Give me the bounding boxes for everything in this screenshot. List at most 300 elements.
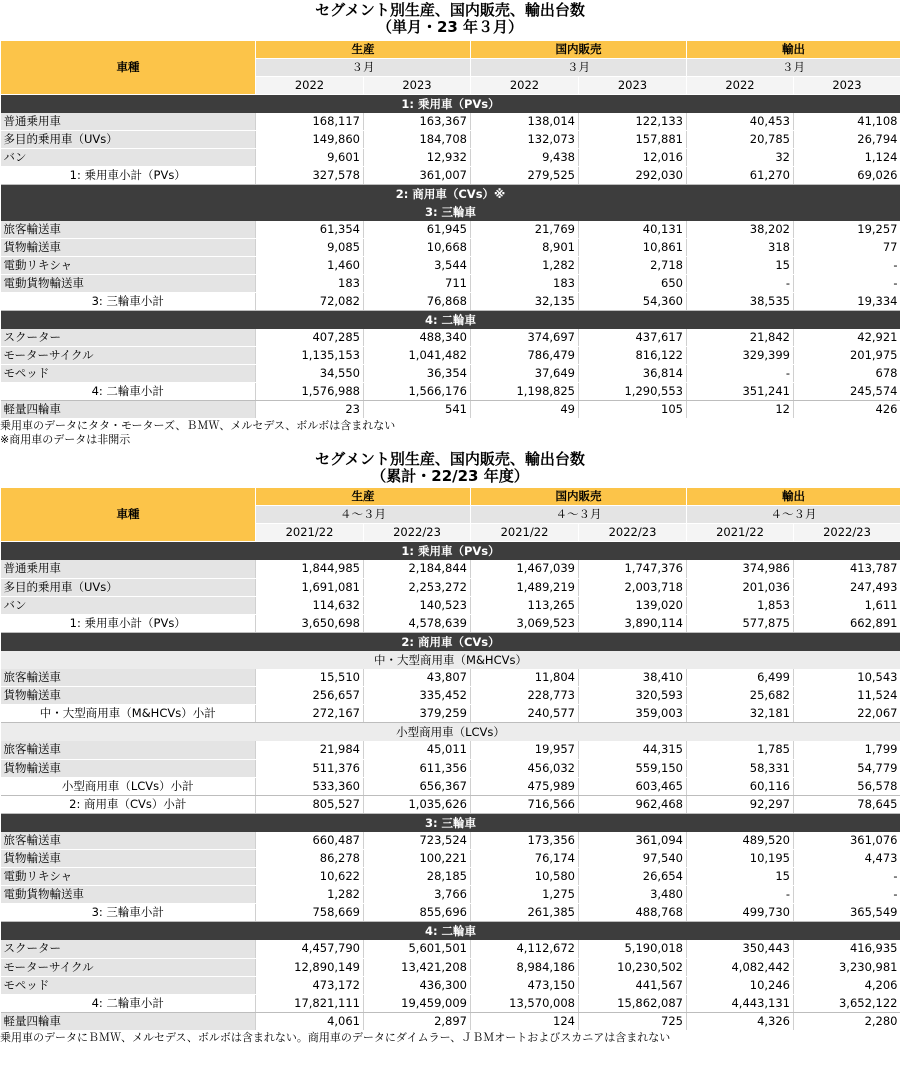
value-cell: 56,578 [794, 777, 900, 795]
table-row [1, 886, 900, 904]
value-cell: 157,881 [579, 131, 687, 149]
row-label: 多目的乗用車（UVs） [1, 578, 256, 596]
subtotal-label: 3: 三輪車小計 [1, 904, 256, 922]
value-cell: 758,669 [256, 904, 364, 922]
value-cell: 86,278 [256, 850, 364, 868]
cumulative-title-line1: セグメント別生産、国内販売、輸出台数 [315, 450, 585, 468]
row-label: 多目的乗用車（UVs） [1, 131, 256, 149]
value-cell: 26,654 [579, 868, 687, 886]
value-cell: 21,984 [256, 741, 364, 759]
row-label: 電動リキシャ [1, 868, 256, 886]
value-cell: 8,901 [471, 239, 579, 257]
year-header: 2021/22 [471, 524, 579, 542]
table-row [1, 560, 900, 578]
group-header-export: 輸出 [687, 488, 900, 506]
table-row [1, 940, 900, 958]
value-cell: 54,360 [579, 293, 687, 311]
value-cell: - [794, 257, 900, 275]
monthly-note-1: 乗用車のデータにタタ・モーターズ、ＢＭＷ、メルセデス、ボルボは含まれない [0, 419, 396, 432]
year-header: 2023 [579, 77, 687, 95]
value-cell: 4,326 [687, 1012, 794, 1030]
value-cell: 4,457,790 [256, 940, 364, 958]
value-cell: 855,696 [364, 904, 471, 922]
value-cell: 272,167 [256, 705, 364, 723]
two-wheeler-rows [1, 329, 900, 383]
table-row [1, 131, 900, 149]
row-label: スクーター [1, 329, 256, 347]
value-cell: 413,787 [794, 560, 900, 578]
cumulative-header [1, 488, 900, 542]
value-cell: 374,986 [687, 560, 794, 578]
value-cell: 473,172 [256, 976, 364, 994]
year-header: 2021/22 [687, 524, 794, 542]
value-cell: 72,082 [256, 293, 364, 311]
value-cell: 1,467,039 [471, 560, 579, 578]
value-cell: 1,566,176 [364, 383, 471, 401]
year-header: 2022 [471, 77, 579, 95]
value-cell: 45,011 [364, 741, 471, 759]
value-cell: 1,282 [471, 257, 579, 275]
value-cell: 122,133 [579, 113, 687, 131]
three-wheeler-rows [1, 832, 900, 904]
subtotal-label: 3: 三輪車小計 [1, 293, 256, 311]
value-cell: 2,253,272 [364, 578, 471, 596]
value-cell: 1,035,626 [364, 795, 471, 813]
value-cell: 1,489,219 [471, 578, 579, 596]
value-cell: 456,032 [471, 759, 579, 777]
value-cell: 2,003,718 [579, 578, 687, 596]
table-row [1, 850, 900, 868]
table-row [1, 257, 900, 275]
passenger-section [1, 542, 900, 561]
value-cell: 359,003 [579, 705, 687, 723]
value-cell: 113,265 [471, 596, 579, 614]
value-cell: 292,030 [579, 167, 687, 185]
row-label: モーターサイクル [1, 347, 256, 365]
value-cell: 3,650,698 [256, 614, 364, 632]
commercial-section [1, 632, 900, 669]
period-header: ３月 [471, 59, 687, 77]
value-cell: 475,989 [471, 777, 579, 795]
value-cell: 318 [687, 239, 794, 257]
value-cell: 5,601,501 [364, 940, 471, 958]
table-row [1, 329, 900, 347]
quadricycle-row [1, 401, 900, 419]
row-label: 旅客輸送車 [1, 741, 256, 759]
subtotal-label: 1: 乗用車小計（PVs） [1, 614, 256, 632]
value-cell: 488,340 [364, 329, 471, 347]
value-cell: 61,945 [364, 221, 471, 239]
monthly-note-2: ※商用車のデータは非開示 [0, 433, 131, 446]
value-cell: 36,814 [579, 365, 687, 383]
row-label: モペッド [1, 365, 256, 383]
value-cell: - [687, 886, 794, 904]
value-cell: 350,443 [687, 940, 794, 958]
vehicle-type-header: 車種 [1, 41, 256, 95]
two-wheeler-rows [1, 940, 900, 994]
table-row [1, 239, 900, 257]
period-header: ３月 [687, 59, 900, 77]
row-label: 貨物輸送車 [1, 687, 256, 705]
mhcv-subtotal [1, 705, 900, 723]
monthly-table [0, 40, 900, 419]
row-label: 旅客輸送車 [1, 221, 256, 239]
value-cell: 6,499 [687, 669, 794, 687]
group-header-production: 生産 [256, 41, 471, 59]
monthly-body [1, 95, 900, 114]
value-cell: 43,807 [364, 669, 471, 687]
value-cell: 1,576,988 [256, 383, 364, 401]
value-cell: 184,708 [364, 131, 471, 149]
value-cell: 10,543 [794, 669, 900, 687]
year-header: 2023 [794, 77, 900, 95]
subtotal-label: 中・大型商用車（M&HCVs）小計 [1, 705, 256, 723]
row-label: 軽量四輪車 [1, 1012, 256, 1030]
value-cell: 78,645 [794, 795, 900, 813]
subtotal-row [1, 994, 900, 1012]
period-header: ４～３月 [256, 506, 471, 524]
value-cell: 533,360 [256, 777, 364, 795]
row-label: 旅客輸送車 [1, 832, 256, 850]
value-cell: 3,544 [364, 257, 471, 275]
value-cell: - [794, 868, 900, 886]
value-cell: 1,460 [256, 257, 364, 275]
value-cell: 1,198,825 [471, 383, 579, 401]
value-cell: 11,524 [794, 687, 900, 705]
row-label: 貨物輸送車 [1, 759, 256, 777]
value-cell: 34,550 [256, 365, 364, 383]
value-cell: 12 [687, 401, 794, 419]
table-row [1, 687, 900, 705]
three-wheeler-section [1, 813, 900, 832]
lcv-section [1, 723, 900, 742]
row-label: 軽量四輪車 [1, 401, 256, 419]
value-cell: 3,069,523 [471, 614, 579, 632]
value-cell: 54,779 [794, 759, 900, 777]
value-cell: 201,036 [687, 578, 794, 596]
value-cell: 379,259 [364, 705, 471, 723]
value-cell: 656,367 [364, 777, 471, 795]
value-cell: 279,525 [471, 167, 579, 185]
year-header: 2022 [687, 77, 794, 95]
value-cell: 1,611 [794, 596, 900, 614]
row-label: バン [1, 596, 256, 614]
three-wheeler-rows [1, 221, 900, 293]
table-row [1, 868, 900, 886]
value-cell: 149,860 [256, 131, 364, 149]
value-cell: 15 [687, 257, 794, 275]
group-header-production: 生産 [256, 488, 471, 506]
value-cell: 2,897 [364, 1012, 471, 1030]
section-header-three-wheeler: 3: 三輪車 [1, 813, 900, 832]
value-cell: 577,875 [687, 614, 794, 632]
value-cell: 61,270 [687, 167, 794, 185]
value-cell: 42,921 [794, 329, 900, 347]
passenger-rows [1, 560, 900, 614]
value-cell: 22,067 [794, 705, 900, 723]
subtotal-row [1, 293, 900, 311]
value-cell: 4,061 [256, 1012, 364, 1030]
value-cell: 1,844,985 [256, 560, 364, 578]
value-cell: 15,510 [256, 669, 364, 687]
two-wheeler-subtotal [1, 994, 900, 1012]
section-header-passenger: 1: 乗用車（PVs） [1, 542, 900, 561]
value-cell: 407,285 [256, 329, 364, 347]
value-cell: 201,975 [794, 347, 900, 365]
value-cell: 256,657 [256, 687, 364, 705]
table-row [1, 596, 900, 614]
value-cell: 38,535 [687, 293, 794, 311]
year-header: 2022/23 [579, 524, 687, 542]
value-cell: 1,799 [794, 741, 900, 759]
value-cell: 1,275 [471, 886, 579, 904]
two-wheeler-section [1, 311, 900, 330]
period-header: ４～３月 [687, 506, 900, 524]
value-cell: 335,452 [364, 687, 471, 705]
cumulative-table [0, 487, 900, 1031]
table-row [1, 958, 900, 976]
section-header-two-wheeler: 4: 二輪車 [1, 922, 900, 941]
value-cell: 247,493 [794, 578, 900, 596]
value-cell: 436,300 [364, 976, 471, 994]
value-cell: 365,549 [794, 904, 900, 922]
value-cell: 1,124 [794, 149, 900, 167]
monthly-title-line2: （単月・23 年３月） [376, 18, 524, 36]
table-row [1, 347, 900, 365]
value-cell: 13,570,008 [471, 994, 579, 1012]
row-label: モペッド [1, 976, 256, 994]
vehicle-type-header: 車種 [1, 488, 256, 542]
value-cell: 327,578 [256, 167, 364, 185]
value-cell: 8,984,186 [471, 958, 579, 976]
cumulative-title [0, 447, 900, 487]
cumulative-title-line2: （累計・22/23 年度） [371, 467, 529, 485]
value-cell: 92,297 [687, 795, 794, 813]
table-row [1, 741, 900, 759]
value-cell: 9,438 [471, 149, 579, 167]
year-header: 2022 [256, 77, 364, 95]
section-header-three-wheeler: 3: 三輪車 [1, 203, 900, 221]
subtotal-row [1, 777, 900, 795]
value-cell: 245,574 [794, 383, 900, 401]
value-cell: 441,567 [579, 976, 687, 994]
quadricycle-row [1, 1012, 900, 1030]
value-cell: 13,421,208 [364, 958, 471, 976]
value-cell: 3,480 [579, 886, 687, 904]
passenger-subtotal [1, 614, 900, 632]
year-header: 2021/22 [256, 524, 364, 542]
value-cell: - [794, 275, 900, 293]
three-wheeler-subtotal [1, 904, 900, 922]
value-cell: 40,453 [687, 113, 794, 131]
value-cell: 163,367 [364, 113, 471, 131]
value-cell: 2,718 [579, 257, 687, 275]
value-cell: 3,766 [364, 886, 471, 904]
value-cell: 1,282 [256, 886, 364, 904]
value-cell: 541 [364, 401, 471, 419]
value-cell: 77 [794, 239, 900, 257]
value-cell: 168,117 [256, 113, 364, 131]
value-cell: 10,230,502 [579, 958, 687, 976]
table-row [1, 365, 900, 383]
table-row [1, 149, 900, 167]
passenger-rows [1, 113, 900, 167]
value-cell: 60,116 [687, 777, 794, 795]
table-row [1, 221, 900, 239]
value-cell: 511,376 [256, 759, 364, 777]
value-cell: 140,523 [364, 596, 471, 614]
value-cell: 17,821,111 [256, 994, 364, 1012]
value-cell: 173,356 [471, 832, 579, 850]
value-cell: 15,862,087 [579, 994, 687, 1012]
row-label: バン [1, 149, 256, 167]
value-cell: 10,861 [579, 239, 687, 257]
value-cell: 139,020 [579, 596, 687, 614]
value-cell: 32,135 [471, 293, 579, 311]
mhcv-rows [1, 669, 900, 705]
year-header: 2023 [364, 77, 471, 95]
subsection-header-mhcv: 中・大型商用車（M&HCVs） [1, 651, 900, 669]
value-cell: 10,622 [256, 868, 364, 886]
row-label: 普通乗用車 [1, 113, 256, 131]
value-cell: 58,331 [687, 759, 794, 777]
value-cell: 4,206 [794, 976, 900, 994]
table-row [1, 401, 900, 419]
group-header-export: 輸出 [687, 41, 900, 59]
value-cell: 10,580 [471, 868, 579, 886]
commercial-subtotal [1, 795, 900, 813]
value-cell: 488,768 [579, 904, 687, 922]
period-header: ３月 [256, 59, 471, 77]
value-cell: 49 [471, 401, 579, 419]
value-cell: 1,785 [687, 741, 794, 759]
value-cell: 1,041,482 [364, 347, 471, 365]
subtotal-row [1, 904, 900, 922]
value-cell: 10,246 [687, 976, 794, 994]
value-cell: 9,085 [256, 239, 364, 257]
value-cell: 489,520 [687, 832, 794, 850]
value-cell: 183 [256, 275, 364, 293]
value-cell: 11,804 [471, 669, 579, 687]
value-cell: 19,459,009 [364, 994, 471, 1012]
value-cell: 37,649 [471, 365, 579, 383]
value-cell: 2,184,844 [364, 560, 471, 578]
monthly-header [1, 41, 900, 95]
value-cell: 1,290,553 [579, 383, 687, 401]
value-cell: 240,577 [471, 705, 579, 723]
value-cell: 32 [687, 149, 794, 167]
subtotal-row [1, 705, 900, 723]
value-cell: 716,566 [471, 795, 579, 813]
value-cell: 44,315 [579, 741, 687, 759]
value-cell: 725 [579, 1012, 687, 1030]
value-cell: 473,150 [471, 976, 579, 994]
value-cell: 69,026 [794, 167, 900, 185]
value-cell: 19,334 [794, 293, 900, 311]
value-cell: 723,524 [364, 832, 471, 850]
value-cell: 26,794 [794, 131, 900, 149]
three-wheeler-subtotal [1, 293, 900, 311]
value-cell: 12,890,149 [256, 958, 364, 976]
table-row [1, 976, 900, 994]
value-cell: 416,935 [794, 940, 900, 958]
value-cell: 114,632 [256, 596, 364, 614]
cv-section [1, 185, 900, 222]
passenger-subtotal [1, 167, 900, 185]
value-cell: 4,473 [794, 850, 900, 868]
value-cell: 4,578,639 [364, 614, 471, 632]
period-header: ４～３月 [471, 506, 687, 524]
value-cell: 28,185 [364, 868, 471, 886]
value-cell: 4,443,131 [687, 994, 794, 1012]
section-header-passenger: 1: 乗用車（PVs） [1, 95, 900, 114]
value-cell: 4,112,672 [471, 940, 579, 958]
value-cell: 183 [471, 275, 579, 293]
subtotal-label: 2: 商用車（CVs）小計 [1, 795, 256, 813]
row-label: 貨物輸送車 [1, 850, 256, 868]
value-cell: 19,257 [794, 221, 900, 239]
value-cell: 1,853 [687, 596, 794, 614]
lcv-rows [1, 741, 900, 777]
value-cell: 5,190,018 [579, 940, 687, 958]
subtotal-label: 4: 二輪車小計 [1, 994, 256, 1012]
value-cell: 816,122 [579, 347, 687, 365]
value-cell: 105 [579, 401, 687, 419]
year-header: 2022/23 [364, 524, 471, 542]
value-cell: 23 [256, 401, 364, 419]
value-cell: 374,697 [471, 329, 579, 347]
value-cell: 603,465 [579, 777, 687, 795]
value-cell: 20,785 [687, 131, 794, 149]
section-header-commercial: 2: 商用車（CVs）※ [1, 185, 900, 204]
value-cell: 36,354 [364, 365, 471, 383]
value-cell: 32,181 [687, 705, 794, 723]
value-cell: 10,195 [687, 850, 794, 868]
two-wheeler-section [1, 922, 900, 941]
subtotal-row [1, 383, 900, 401]
value-cell: 61,354 [256, 221, 364, 239]
subtotal-row [1, 614, 900, 632]
cumulative-note-1: 乗用車のデータにＢＭＷ、メルセデス、ボルボは含まれない。商用車のデータにダイムラー、ＪＢＭオートおよびスカニアは含まれない [0, 1030, 671, 1044]
value-cell: 1,747,376 [579, 560, 687, 578]
group-header-domestic-sales: 国内販売 [471, 488, 687, 506]
group-header-domestic-sales: 国内販売 [471, 41, 687, 59]
row-label: 電動貨物輸送車 [1, 275, 256, 293]
subtotal-row [1, 167, 900, 185]
value-cell: 805,527 [256, 795, 364, 813]
value-cell: - [687, 365, 794, 383]
value-cell: 100,221 [364, 850, 471, 868]
value-cell: 660,487 [256, 832, 364, 850]
value-cell: 97,540 [579, 850, 687, 868]
value-cell: 21,769 [471, 221, 579, 239]
value-cell: 228,773 [471, 687, 579, 705]
value-cell: 10,668 [364, 239, 471, 257]
value-cell: 786,479 [471, 347, 579, 365]
value-cell: 3,652,122 [794, 994, 900, 1012]
value-cell: 3,230,981 [794, 958, 900, 976]
section-header-commercial: 2: 商用車（CVs） [1, 632, 900, 651]
monthly-title [0, 0, 900, 40]
value-cell: 426 [794, 401, 900, 419]
value-cell: 361,076 [794, 832, 900, 850]
row-label: 普通乗用車 [1, 560, 256, 578]
value-cell: 711 [364, 275, 471, 293]
row-label: 旅客輸送車 [1, 669, 256, 687]
value-cell: 1,135,153 [256, 347, 364, 365]
value-cell: 38,410 [579, 669, 687, 687]
value-cell: - [687, 275, 794, 293]
